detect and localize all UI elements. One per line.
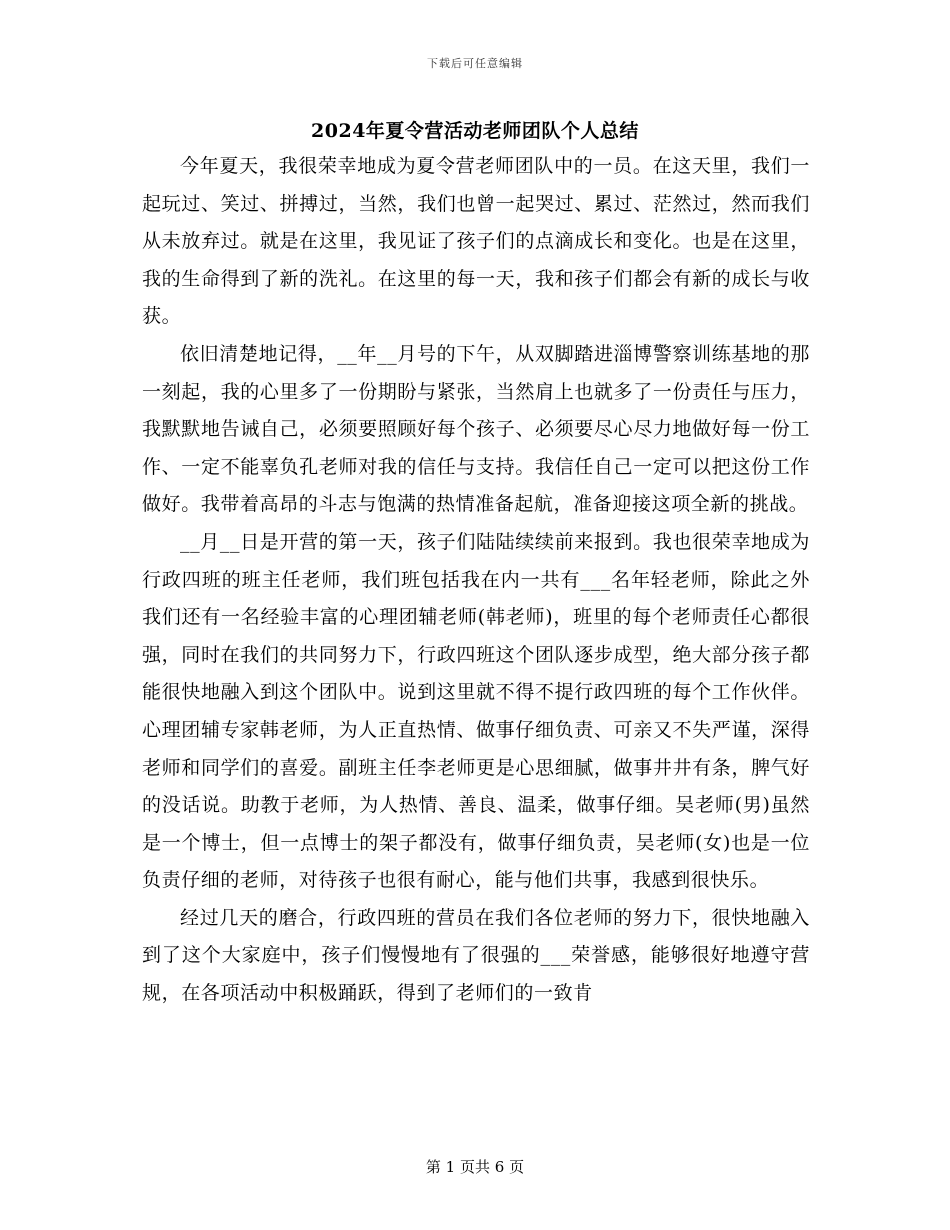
header-note: 下载后可任意编辑 bbox=[427, 57, 523, 70]
document-title: 2024年夏令营活动老师团队个人总结 bbox=[311, 120, 639, 142]
page-number: 第 1 页共 6 页 bbox=[425, 1158, 525, 1176]
paragraph: 依旧清楚地记得，__年__月号的下午，从双脚踏进淄博警察训练基地的那一刻起，我的心里多了一份期盼与紧张，当然肩上也就多了一份责任与压力，我默默地告诫自己，必须要照顾好每个孩子、必须要尽心尽力地做好每一份工作、一定不能辜负孔老师对我的信任与支持。我信任自己一定可以把这份工作做好。我带着高昂的斗志与饱满的热情准备起航，准备迎接这项全新的挑战。 bbox=[142, 342, 810, 516]
document-body bbox=[142, 148, 810, 1013]
paragraph: 经过几天的磨合，行政四班的营员在我们各位老师的努力下，很快地融入到了这个大家庭中，孩子们慢慢地有了很强的___荣誉感，能够很好地遵守营规，在各项活动中积极踊跃，得到了老师们的一致肯 bbox=[142, 906, 810, 1005]
paragraph: 今年夏天，我很荣幸地成为夏令营老师团队中的一员。在这天里，我们一起玩过、笑过、拼搏过，当然，我们也曾一起哭过、累过、茫然过，然而我们从未放弃过。就是在这里，我见证了孩子们的点滴成长和变化。也是在这里，我的生命得到了新的洗礼。在这里的每一天，我和孩子们都会有新的成长与收获。 bbox=[142, 155, 810, 328]
paragraph: __月__日是开营的第一天，孩子们陆陆续续前来报到。我也很荣幸地成为行政四班的班主任老师，我们班包括我在内一共有___名年轻老师，除此之外我们还有一名经验丰富的心理团辅老师(韩老师)，班里的每个老师责任心都很强，同时在我们的共同努力下，行政四班这个团队逐步成型，绝大部分孩子都能很快地融入到这个团队中。说到这里就不得不提行政四班的每个工作伙伴。心理团辅专家韩老师，为人正直热情、做事仔细负责、可亲又不失严谨，深得老师和同学们的喜爱。副班主任李老师更是心思细腻，做事井井有条，脾气好的没话说。助教于老师，为人热情、善良、温柔，做事仔细。吴老师(男)虽然是一个博士，但一点博士的架子都没有，做事仔细负责，吴老师(女)也是一位负责仔细的老师，对待孩子也很有耐心，能与他们共事，我感到很快乐。 bbox=[142, 530, 810, 892]
